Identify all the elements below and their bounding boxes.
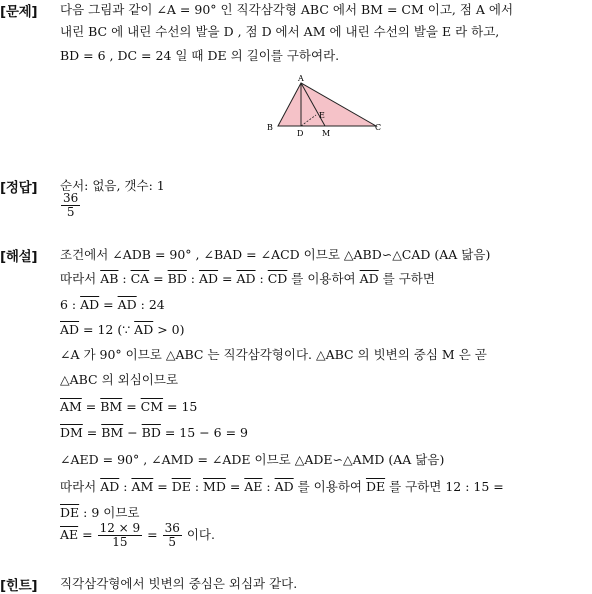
point-label-a: A — [298, 74, 304, 83]
point-label-c: C — [375, 123, 382, 132]
answer-denominator: 5 — [66, 205, 75, 219]
solution-line-7: $\overline{AM} = \overline{BM} = \overline{CM} = 15$ — [60, 399, 198, 414]
point-label-d: D — [297, 129, 304, 138]
solution-line-10: 따라서 $\overline{AD}$ : $\overline{AM} = \overline{DE}$ : $\overline{MD} = \overline{AE}$ : $\overline{AD}$ 를 이용하여 $\overline{DE}$ 를 구하면 12 : 15 = — [60, 479, 504, 494]
point-label-e: E — [319, 111, 325, 120]
solution-line-8: $\overline{DM} = \overline{BM} - \overline{BD} = 15 - 6 = 9$ — [60, 425, 248, 440]
solution-line-3: 6 : $\overline{AD} = \overline{AD}$ : 24 — [60, 297, 165, 312]
answer-meta: 순서: 없음, 갯수: 1 — [60, 178, 165, 193]
problem-line-2: 내린 BC 에 내린 수선의 발을 D , 점 D 에서 AM 에 내린 수선의 발을 E 라 하고, — [60, 24, 500, 39]
solution-line-6: △ABC 의 외심이므로 — [60, 372, 179, 387]
solution-line-1: 조건에서 ∠ADB = 90° , ∠BAD = ∠ACD 이므로 △ABD∽△CAD (AA 닮음) — [60, 247, 491, 262]
problem-label: [문제] — [0, 4, 38, 20]
solution-label: [해설] — [0, 249, 38, 265]
problem-line-1: 다음 그림과 같이 ∠A = 90° 인 직각삼각형 ABC 에서 BM = CM 이고, 점 A 에서 — [60, 2, 514, 17]
point-label-b: B — [267, 123, 273, 132]
triangle-figure — [262, 74, 386, 138]
solution-line-11: $\overline{DE}$ : 9 이므로 — [60, 505, 140, 520]
answer-label: [정답] — [0, 180, 38, 196]
problem-line-3: BD = 6 , DC = 24 일 때 DE 의 길이를 구하여라. — [60, 48, 340, 63]
solution-line-4: $\overline{AD} = 12$ (∵ $\overline{AD} > 0$) — [60, 322, 185, 337]
solution-line-5: ∠A 가 90° 이므로 △ABC 는 직각삼각형이다. △ABC 의 빗변의 중심 M 은 곧 — [60, 347, 487, 362]
hint-label: [힌트] — [0, 578, 38, 594]
answer-numerator: 36 — [63, 191, 79, 205]
solution-line-2: 따라서 $\overline{AB}$ : $\overline{CA} = \overline{BD}$ : $\overline{AD} = \overline{AD}$ : $\overline{CD}$ 를 이용하여 $\overline{AD}$ 를 구하면 — [60, 271, 435, 286]
triangle-abc-fill — [278, 83, 376, 126]
point-label-m: M — [322, 129, 331, 138]
solution-line-9: ∠AED = 90° , ∠AMD = ∠ADE 이므로 △ADE∽△AMD (AA 닮음) — [60, 452, 445, 467]
hint-text: 직각삼각형에서 빗변의 중심은 외심과 같다. — [60, 576, 298, 591]
solution-line-12: $\overline{AE}$ = $\frac{12 \times 9}{15}$ = $\frac{36}{5}$ 이다. — [60, 521, 215, 549]
answer-value — [60, 192, 588, 219]
